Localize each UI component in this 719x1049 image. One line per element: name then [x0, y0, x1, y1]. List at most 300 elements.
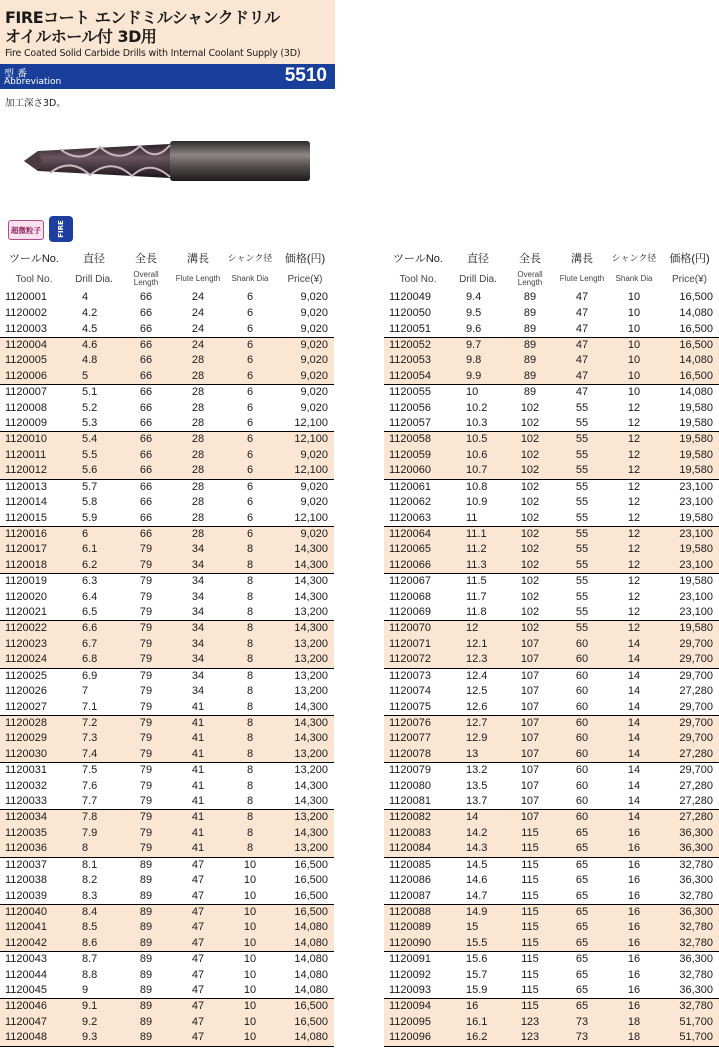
drill-dia-cell: 7.5 — [82, 764, 98, 777]
price-cell: 23,100 — [679, 496, 713, 509]
overall-length-cell: 107 — [520, 811, 540, 824]
tool-no-cell: 1120006 — [0, 369, 68, 385]
table-row — [384, 400, 719, 416]
table-row — [384, 479, 719, 495]
overall-length-cell: 115 — [504, 889, 556, 905]
overall-length-cell: 89 — [139, 1000, 153, 1013]
overall-length-cell: 66 — [120, 369, 172, 385]
tool-no-cell: 1120046 — [5, 1000, 48, 1013]
flute-length-cell: 60 — [556, 747, 608, 763]
shank-dia-cell: 10 — [627, 307, 641, 320]
table-row — [0, 416, 334, 432]
price-cell: 14,300 — [294, 826, 328, 839]
header-shank-en: Shank Dia — [615, 274, 653, 283]
tool-no-cell: 1120093 — [384, 983, 452, 999]
table-row — [384, 432, 719, 448]
drill-dia-cell: 6.8 — [68, 652, 120, 668]
tool-no-cell: 1120014 — [5, 496, 48, 509]
flute-length-cell: 34 — [172, 605, 224, 621]
drill-dia-cell: 8.6 — [68, 936, 120, 952]
shank-dia-cell: 10 — [627, 338, 641, 351]
overall-length-cell: 115 — [521, 953, 539, 966]
price-cell: 9,020 — [300, 401, 328, 414]
flute-length-cell: 28 — [191, 386, 205, 399]
table-row — [0, 826, 334, 842]
overall-length-cell: 115 — [521, 1000, 539, 1013]
shank-dia-cell: 16 — [627, 1000, 641, 1013]
price-cell: 16,500 — [294, 1000, 328, 1013]
flute-length-cell: 55 — [575, 448, 589, 461]
table-row — [0, 700, 334, 716]
drill-dia-cell: 15.5 — [452, 936, 504, 952]
flute-length-cell: 55 — [575, 480, 589, 493]
drill-dia-cell: 10 — [466, 386, 479, 399]
table-row — [384, 369, 719, 385]
overall-length-cell: 66 — [139, 401, 153, 414]
tool-no-cell: 1120059 — [389, 448, 432, 461]
drill-dia-cell: 15 — [466, 921, 479, 934]
table-row — [0, 605, 334, 621]
flute-length-cell: 55 — [575, 543, 589, 556]
drill-dia-cell: 11.3 — [452, 558, 504, 574]
shank-dia-cell: 8 — [246, 764, 254, 777]
shank-dia-cell: 8 — [246, 716, 254, 729]
price-cell: 14,300 — [276, 700, 334, 716]
overall-length-cell: 115 — [504, 841, 556, 857]
drill-dia-cell: 10.5 — [466, 433, 488, 446]
shank-dia-cell: 12 — [627, 543, 641, 556]
tool-no-cell: 1120004 — [5, 338, 48, 351]
price-cell: 32,780 — [660, 936, 719, 952]
shank-dia-cell: 14 — [627, 811, 641, 824]
shank-dia-cell: 10 — [224, 1030, 276, 1046]
shank-dia-cell: 12 — [627, 401, 641, 414]
drill-dia-cell: 10.7 — [452, 463, 504, 479]
shank-dia-cell: 14 — [608, 652, 660, 668]
price-cell: 36,300 — [679, 874, 713, 887]
table-row — [384, 589, 719, 605]
price-cell: 19,580 — [679, 543, 713, 556]
flute-length-cell: 34 — [191, 669, 205, 682]
flute-length-cell: 34 — [172, 652, 224, 668]
tool-no-cell: 1120067 — [389, 575, 432, 588]
tool-no-cell: 1120030 — [0, 747, 68, 763]
flute-length-cell: 34 — [191, 622, 205, 635]
drill-dia-cell: 6.1 — [82, 543, 98, 556]
flute-length-cell: 34 — [191, 575, 205, 588]
price-cell: 19,580 — [679, 575, 713, 588]
drill-dia-cell: 6.6 — [82, 622, 98, 635]
tool-no-cell: 1120084 — [384, 841, 452, 857]
overall-length-cell: 102 — [520, 448, 540, 461]
header-price-en: Price(¥) — [671, 273, 707, 285]
tool-no-cell: 1120073 — [389, 669, 432, 682]
shank-dia-cell: 6 — [246, 448, 254, 461]
shank-dia-cell: 16 — [608, 841, 660, 857]
table-row — [0, 495, 334, 511]
price-cell: 14,300 — [294, 543, 328, 556]
table-row — [384, 715, 719, 731]
table-row — [0, 621, 334, 637]
flute-length-cell: 55 — [556, 511, 608, 527]
shank-dia-cell: 16 — [608, 889, 660, 905]
drill-dia-cell: 13.5 — [466, 779, 488, 792]
ultrafine-grain-badge: 超微粒子 — [8, 220, 44, 240]
flute-length-cell: 47 — [191, 968, 205, 981]
flute-length-cell: 41 — [172, 747, 224, 763]
overall-length-cell: 66 — [139, 480, 153, 493]
overall-length-cell: 89 — [120, 1030, 172, 1046]
shank-dia-cell: 6 — [246, 386, 254, 399]
flute-length-cell: 55 — [575, 401, 589, 414]
drill-dia-cell: 13.2 — [466, 764, 488, 777]
shank-dia-cell: 16 — [627, 953, 641, 966]
table-row — [384, 463, 719, 479]
tool-no-cell: 1120045 — [0, 983, 68, 999]
table-row — [0, 731, 334, 747]
tool-no-cell: 1120023 — [5, 637, 48, 650]
flute-length-cell: 60 — [575, 732, 589, 745]
table-row — [0, 589, 334, 605]
drill-dia-cell: 8.8 — [82, 968, 98, 981]
drill-dia-cell: 13.7 — [452, 794, 504, 810]
drill-dia-cell: 4.6 — [82, 338, 98, 351]
drill-dia-cell: 5.4 — [82, 433, 98, 446]
flute-length-cell: 65 — [575, 874, 589, 887]
drill-dia-cell: 8.5 — [82, 921, 98, 934]
flute-length-cell: 60 — [575, 637, 589, 650]
price-cell: 12,100 — [276, 416, 334, 432]
shank-dia-cell: 8 — [246, 669, 254, 682]
table-row — [0, 558, 334, 574]
tool-no-cell: 1120089 — [389, 921, 432, 934]
drill-dia-cell: 9.8 — [466, 354, 482, 367]
flute-length-cell: 55 — [575, 496, 589, 509]
shank-dia-cell: 8 — [224, 558, 276, 574]
shank-dia-cell: 14 — [608, 794, 660, 810]
shank-dia-cell: 8 — [246, 622, 254, 635]
overall-length-cell: 115 — [521, 826, 539, 839]
overall-length-cell: 89 — [523, 291, 537, 304]
drill-dia-cell: 10.3 — [452, 416, 504, 432]
overall-length-cell: 79 — [139, 575, 153, 588]
flute-length-cell: 47 — [191, 1000, 205, 1013]
tool-no-cell: 1120007 — [5, 386, 48, 399]
price-cell: 14,080 — [679, 307, 713, 320]
flute-length-cell: 28 — [172, 511, 224, 527]
tool-no-cell: 1120074 — [389, 685, 432, 698]
drill-dia-cell: 8.1 — [82, 858, 98, 871]
drill-dia-cell: 7.8 — [82, 811, 98, 824]
overall-length-cell: 115 — [521, 874, 539, 887]
overall-length-cell: 79 — [139, 543, 153, 556]
flute-length-cell: 47 — [575, 307, 589, 320]
price-cell: 14,080 — [276, 983, 334, 999]
tool-no-cell: 1120071 — [389, 637, 432, 650]
overall-length-cell: 107 — [504, 794, 556, 810]
flute-length-cell: 41 — [172, 700, 224, 716]
price-cell: 9,020 — [300, 307, 328, 320]
fire-coat-badge — [49, 216, 73, 242]
price-cell: 14,080 — [679, 354, 713, 367]
price-cell: 12,100 — [276, 463, 334, 479]
price-cell: 14,300 — [294, 575, 328, 588]
table-row — [0, 306, 334, 322]
flute-length-cell: 55 — [575, 527, 589, 540]
drill-dia-cell: 14.9 — [466, 905, 488, 918]
shank-dia-cell: 8 — [246, 543, 254, 556]
flute-length-cell: 60 — [575, 716, 589, 729]
shank-dia-cell: 12 — [608, 463, 660, 479]
flute-length-cell: 24 — [191, 307, 205, 320]
drill-dia-cell: 5.1 — [82, 386, 98, 399]
shank-dia-cell: 12 — [608, 558, 660, 574]
tool-no-cell: 1120050 — [389, 307, 432, 320]
flute-length-cell: 41 — [191, 826, 205, 839]
tool-no-cell: 1120090 — [384, 936, 452, 952]
shank-dia-cell: 10 — [627, 291, 641, 304]
drill-dia-cell: 9.5 — [466, 307, 482, 320]
table-row — [0, 400, 334, 416]
header-flute-ja: 溝長 — [187, 253, 209, 265]
table-row — [384, 778, 719, 794]
overall-length-cell: 102 — [520, 590, 540, 603]
drill-dia-cell: 5.6 — [68, 463, 120, 479]
price-cell: 29,700 — [660, 700, 719, 716]
flute-length-cell: 28 — [172, 369, 224, 385]
drill-dia-cell: 12 — [466, 622, 479, 635]
drill-dia-cell: 14.5 — [466, 858, 488, 871]
tool-no-cell: 1120058 — [389, 433, 432, 446]
header-flute-ja: 溝長 — [571, 253, 593, 265]
table-row — [384, 700, 719, 716]
drill-dia-cell: 12.3 — [452, 652, 504, 668]
overall-length-cell: 79 — [139, 685, 153, 698]
header-tool-en: Tool No. — [399, 273, 437, 285]
drill-dia-cell: 10.8 — [466, 480, 488, 493]
overall-length-cell: 89 — [523, 307, 537, 320]
flute-length-cell: 28 — [191, 433, 205, 446]
tool-no-cell: 1120078 — [384, 747, 452, 763]
tool-no-cell: 1120032 — [5, 779, 48, 792]
tool-no-cell: 1120038 — [5, 874, 48, 887]
flute-length-cell: 34 — [191, 637, 205, 650]
title-en: Fire Coated Solid Carbide Drills with Internal Coolant Supply (3D) — [5, 48, 301, 59]
tool-no-cell: 1120029 — [5, 732, 48, 745]
price-cell: 9,020 — [300, 448, 328, 461]
table-row — [384, 936, 719, 952]
drill-dia-cell: 7.4 — [68, 747, 120, 763]
flute-length-cell: 47 — [556, 322, 608, 338]
shank-dia-cell: 14 — [627, 779, 641, 792]
overall-length-cell: 79 — [139, 716, 153, 729]
shank-dia-cell: 6 — [224, 511, 276, 527]
shank-dia-cell: 6 — [246, 354, 254, 367]
table-row — [384, 668, 719, 684]
flute-length-cell: 41 — [191, 732, 205, 745]
shank-dia-cell: 6 — [224, 416, 276, 432]
flute-length-cell: 55 — [575, 433, 589, 446]
shank-dia-cell: 10 — [224, 889, 276, 905]
overall-length-cell: 66 — [139, 307, 153, 320]
spec-table-right — [384, 248, 719, 1047]
price-cell: 19,580 — [679, 622, 713, 635]
tool-no-cell: 1120087 — [384, 889, 452, 905]
table-row — [384, 826, 719, 842]
tool-no-cell: 1120075 — [384, 700, 452, 716]
table-row — [384, 526, 719, 542]
overall-length-cell: 123 — [520, 1015, 540, 1028]
table-row — [384, 999, 719, 1015]
overall-length-cell: 89 — [120, 983, 172, 999]
price-cell: 32,780 — [679, 921, 713, 934]
tool-no-cell: 1120025 — [5, 669, 48, 682]
price-cell: 29,700 — [679, 637, 713, 650]
shank-dia-cell: 12 — [627, 496, 641, 509]
table-row — [0, 385, 334, 401]
table-row — [384, 511, 719, 527]
shank-dia-cell: 12 — [627, 590, 641, 603]
flute-length-cell: 60 — [575, 669, 589, 682]
flute-length-cell: 34 — [191, 590, 205, 603]
overall-length-cell: 89 — [139, 1015, 153, 1028]
overall-length-cell: 79 — [120, 558, 172, 574]
price-cell: 14,300 — [276, 794, 334, 810]
price-cell: 16,500 — [679, 291, 713, 304]
table-row — [0, 1015, 334, 1031]
price-cell: 19,580 — [660, 416, 719, 432]
flute-length-cell: 28 — [172, 416, 224, 432]
overall-length-cell: 79 — [139, 779, 153, 792]
flute-length-cell: 65 — [556, 936, 608, 952]
overall-length-cell: 102 — [520, 575, 540, 588]
tool-no-cell: 1120040 — [5, 905, 48, 918]
drill-dia-cell: 9.4 — [466, 291, 482, 304]
overall-length-cell: 66 — [139, 433, 153, 446]
table-row — [0, 715, 334, 731]
flute-length-cell: 41 — [191, 811, 205, 824]
overall-length-cell: 102 — [520, 401, 540, 414]
drill-dia-cell: 5.2 — [82, 401, 98, 414]
tool-no-cell: 1120076 — [389, 716, 432, 729]
price-cell: 32,780 — [679, 968, 713, 981]
drill-dia-cell: 15.9 — [452, 983, 504, 999]
shank-dia-cell: 12 — [627, 433, 641, 446]
tool-no-cell: 1120079 — [389, 764, 432, 777]
table-row — [384, 1030, 719, 1046]
tool-no-cell: 1120022 — [5, 622, 48, 635]
overall-length-cell: 102 — [520, 527, 540, 540]
shank-dia-cell: 12 — [608, 511, 660, 527]
drill-dia-cell: 14.2 — [466, 826, 488, 839]
tool-no-cell: 1120008 — [5, 401, 48, 414]
overall-length-cell: 102 — [504, 463, 556, 479]
flute-length-cell: 47 — [172, 1030, 224, 1046]
tool-no-cell: 1120055 — [389, 386, 432, 399]
table-row — [384, 448, 719, 464]
tool-no-cell: 1120047 — [5, 1015, 48, 1028]
price-cell: 16,500 — [294, 905, 328, 918]
overall-length-cell: 79 — [120, 841, 172, 857]
table-row — [0, 936, 334, 952]
price-cell: 19,580 — [679, 433, 713, 446]
tool-no-cell: 1120028 — [5, 716, 48, 729]
table-row — [0, 810, 334, 826]
flute-length-cell: 28 — [191, 480, 205, 493]
tool-no-cell: 1120088 — [389, 905, 432, 918]
price-cell: 51,700 — [660, 1030, 719, 1046]
shank-dia-cell: 8 — [246, 826, 254, 839]
shank-dia-cell: 10 — [627, 354, 641, 367]
flute-length-cell: 47 — [191, 858, 205, 871]
header-tool-en: Tool No. — [15, 273, 53, 285]
flute-length-cell: 65 — [556, 841, 608, 857]
drill-image — [20, 135, 315, 191]
drill-dia-cell: 8 — [68, 841, 120, 857]
flute-length-cell: 28 — [191, 448, 205, 461]
abbreviation-label-en: Abbreviation — [4, 77, 62, 87]
tool-no-cell: 1120011 — [5, 448, 47, 461]
overall-length-cell: 79 — [120, 747, 172, 763]
table-row — [0, 322, 334, 338]
overall-length-cell: 66 — [120, 463, 172, 479]
flute-length-cell: 47 — [575, 354, 589, 367]
drill-dia-cell: 12.1 — [466, 637, 488, 650]
flute-length-cell: 65 — [575, 968, 589, 981]
flute-length-cell: 41 — [191, 716, 205, 729]
shank-dia-cell: 8 — [224, 794, 276, 810]
table-row — [0, 952, 334, 968]
tool-no-cell: 1120083 — [389, 826, 432, 839]
note-text: 加工深さ3D。 — [5, 98, 66, 109]
shank-dia-cell: 6 — [224, 369, 276, 385]
flute-length-cell: 34 — [191, 543, 205, 556]
flute-length-cell: 47 — [556, 369, 608, 385]
price-cell: 9,020 — [300, 338, 328, 351]
shank-dia-cell: 16 — [627, 905, 641, 918]
tool-no-cell: 1120096 — [384, 1030, 452, 1046]
overall-length-cell: 79 — [120, 700, 172, 716]
tool-no-cell: 1120043 — [5, 953, 48, 966]
overall-length-cell: 102 — [520, 433, 540, 446]
drill-dia-cell: 5.9 — [68, 511, 120, 527]
overall-length-cell: 89 — [139, 874, 153, 887]
flute-length-cell: 28 — [191, 354, 205, 367]
overall-length-cell: 102 — [504, 558, 556, 574]
price-cell: 36,300 — [679, 905, 713, 918]
flute-length-cell: 28 — [191, 527, 205, 540]
overall-length-cell: 79 — [139, 669, 153, 682]
header-overall-en: Overall Length — [517, 270, 543, 287]
tool-no-cell: 1120060 — [384, 463, 452, 479]
flute-length-cell: 24 — [172, 322, 224, 338]
flute-length-cell: 55 — [575, 590, 589, 603]
tool-no-cell: 1120016 — [5, 527, 48, 540]
drill-dia-cell: 6 — [82, 527, 89, 540]
flute-length-cell: 47 — [191, 921, 205, 934]
table-row — [0, 684, 334, 700]
tool-no-cell: 1120036 — [0, 841, 68, 857]
price-cell: 13,200 — [276, 652, 334, 668]
drill-dia-cell: 7.2 — [82, 716, 98, 729]
table-row — [384, 841, 719, 857]
table-row — [0, 904, 334, 920]
tool-no-cell: 1120057 — [384, 416, 452, 432]
table-row — [384, 904, 719, 920]
table-row — [384, 731, 719, 747]
title-ja-line2: オイルホール付 3D用 — [5, 27, 157, 46]
table-row — [0, 763, 334, 779]
